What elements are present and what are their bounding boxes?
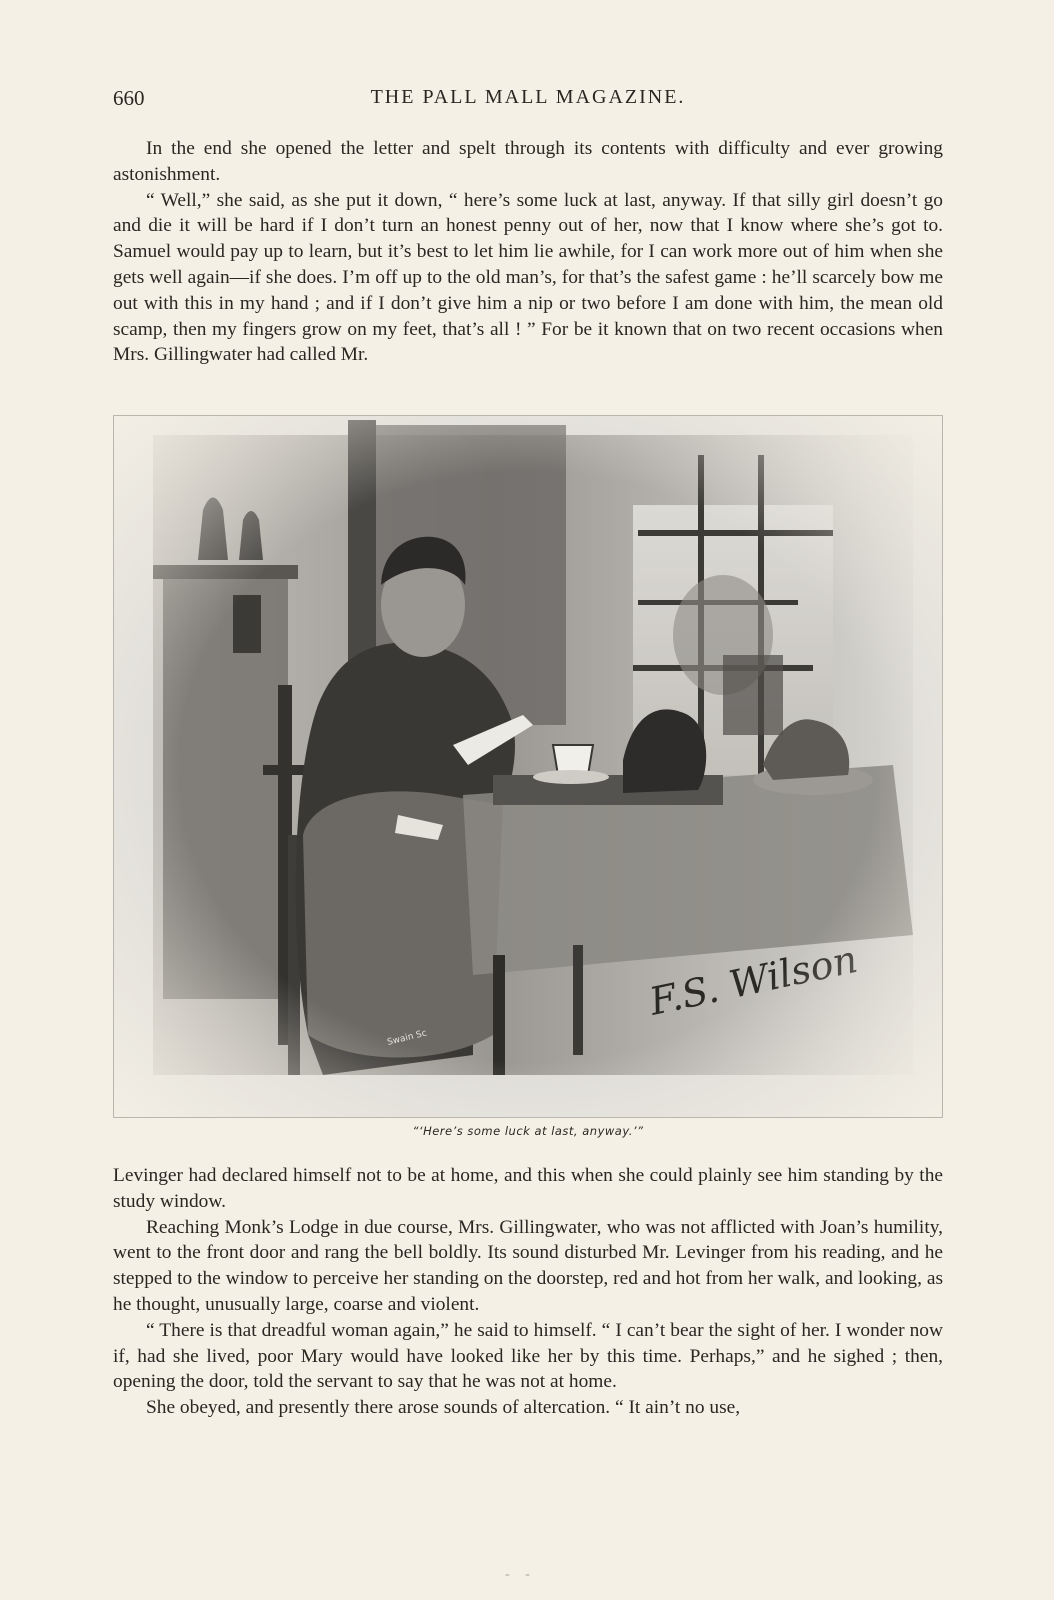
page-number: 660 [113,86,145,110]
paragraph: In the end she opened the letter and spelt through its contents with difficulty and ever growing astonishment. [113,138,943,185]
paragraph: “ There is that dreadful woman again,” he said to himself. “ I can’t bear the sight of her. I wonder now if, had she lived, poor Mary would have looked like her by this time. Perhaps,” and he sighed ; then, opening the door, told the servant to say that he was not at home. [113,1319,943,1393]
illustration-drawing [113,415,943,1118]
illustration [113,415,943,1118]
page-header [113,86,943,112]
top-text-block [113,136,943,368]
running-head: THE PALL MALL MAGAZINE. [370,86,686,108]
paragraph: She obeyed, and presently there arose sounds of altercation. “ It ain’t no use, [146,1397,741,1419]
vignette [113,415,943,1118]
footer-mark: - - [505,1567,536,1582]
bottom-text-block [113,1163,943,1421]
paragraph: Reaching Monk’s Lodge in due course, Mrs. Gillingwater, who was not afflicted with Joan’s humility, went to the front door and rang the bell boldly. Its sound disturbed Mr. Levinger from his reading, and he stepped to the window to perceive her standing on the doorstep, red and hot from her walk, and looking, as he thought, unusually large, coarse and violent. [113,1216,943,1315]
paragraph: “ Well,” she said, as she put it down, “ here’s some luck at last, anyway. If that silly girl doesn’t go and die it will be hard if I don’t turn an honest penny out of her, now that I know where she’s got to. Samuel would pay up to learn, but it’s best to let him lie awhile, for I can work more out of him when she gets well again—if she does. I’m off up to the old man’s, for that’s the safest game : he’ll scarcely bow me out with this in my hand ; and if I don’t give him a nip or two before I am done with him, the mean old scamp, then my fingers grow on my feet, that’s all ! ” For be it known that on two recent occasions when Mrs. Gillingwater had called Mr. [113,189,943,366]
paragraph: Levinger had declared himself not to be at home, and this when she could plainly see him standing by the study window. [113,1165,943,1212]
illustration-caption: “‘Here’s some luck at last, anyway.’” [412,1124,644,1138]
